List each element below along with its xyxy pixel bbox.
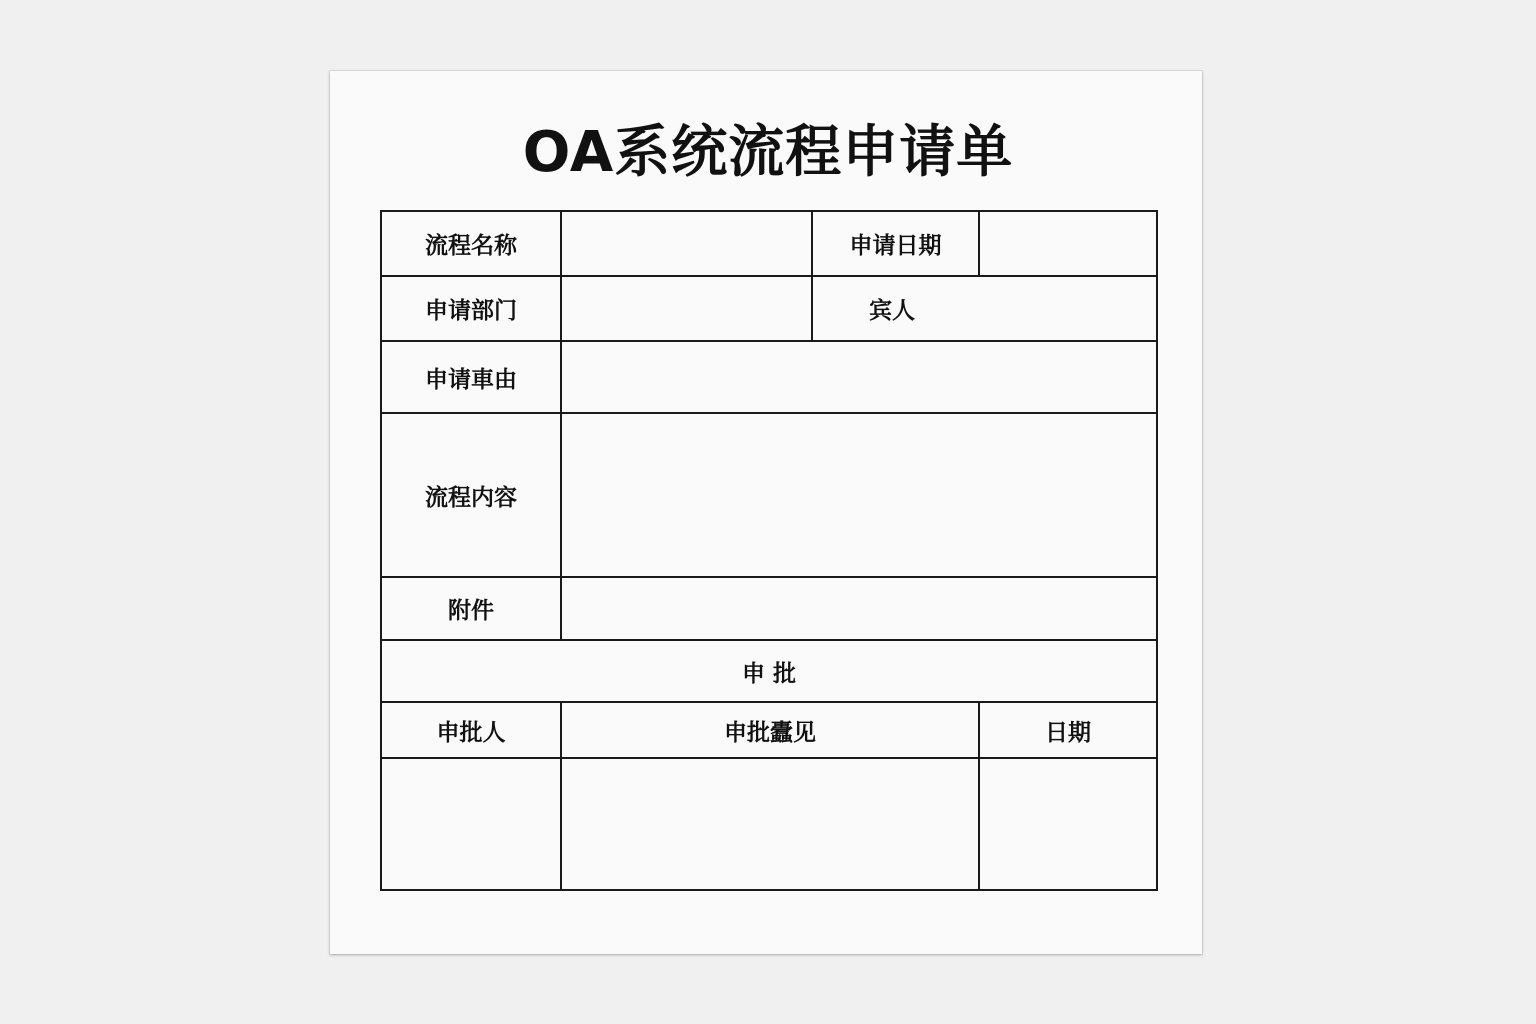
approval-date-field[interactable] [979,758,1157,890]
form-row-process-name [381,211,1157,276]
approval-entry-row [381,758,1157,890]
attachment-field[interactable] [561,577,1157,640]
approval-header-row [381,702,1157,758]
form-row-content [381,413,1157,577]
approval-section-title: 申 批 [381,640,1157,702]
reason-field[interactable] [561,341,1157,413]
form-row-reason [381,341,1157,413]
reason-label: 申请車由 [381,341,561,413]
form-title: OA系统流程申请单 [522,120,1014,185]
apply-date-label: 申请日期 [812,211,979,276]
content-field[interactable] [561,413,1157,577]
process-name-label: 流程名称 [381,211,561,276]
process-name-field[interactable] [561,211,812,276]
opinion-header: 申批蠹见 [561,702,979,758]
approver-field[interactable] [381,758,561,890]
approval-date-header: 日期 [979,702,1157,758]
form-row-department [381,276,1157,341]
form-row-attachment [381,577,1157,640]
application-form-table [380,210,1158,891]
department-label: 申请部门 [381,276,561,341]
content-label: 流程内容 [381,413,561,577]
apply-date-field[interactable] [979,211,1157,276]
attachment-label: 附件 [381,577,561,640]
approval-section-row [381,640,1157,702]
department-field[interactable] [561,276,812,341]
applicant-label: 宾人 [812,276,1157,341]
opinion-field[interactable] [561,758,979,890]
approver-header: 申批人 [381,702,561,758]
